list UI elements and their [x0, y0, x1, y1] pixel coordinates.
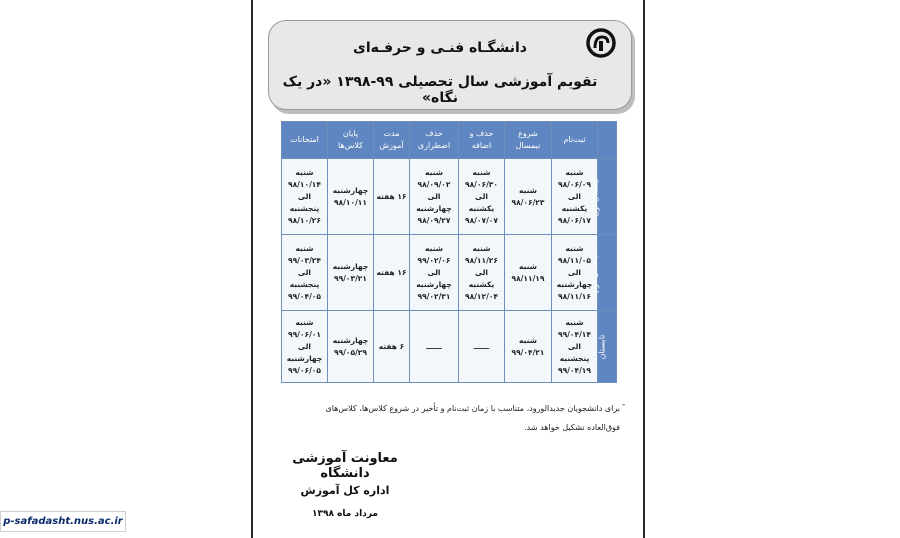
table-cell: شنبه ۹۸/۰۶/۰۹ الی یکشنبه ۹۸/۰۶/۱۷	[552, 159, 598, 235]
column-header: حذف اضطراری	[410, 122, 459, 159]
table-cell: شنبه ۹۹/۰۴/۲۱	[505, 311, 552, 383]
corner-cell	[598, 122, 617, 159]
table-cell: شنبه ۹۸/۱۱/۲۶ الی یکشنبه ۹۸/۱۲/۰۴	[459, 235, 505, 311]
table-cell: شنبه ۹۹/۰۲/۰۶ الی چهارشنبه ۹۹/۰۲/۳۱	[410, 235, 459, 311]
table-row	[282, 159, 617, 235]
row-label: تابستان	[598, 311, 617, 383]
signature-date: مرداد ماه ۱۳۹۸	[311, 509, 378, 519]
column-header: امتحانات	[282, 122, 328, 159]
row-label: نیمسال دوم	[598, 235, 617, 311]
table-cell: چهارشنبه ۹۹/۰۳/۲۱	[328, 235, 374, 311]
row-label: نیمسال اول	[598, 159, 617, 235]
table-cell: چهارشنبه ۹۸/۱۰/۱۱	[328, 159, 374, 235]
footnote: برای دانشجویان جدیدالورود، متناسب با زمان ثبت‌نام و تأخیر در شروع کلاس‌ها، کلاس‌های فوق‌العاده تشکیل خواهد شد.	[325, 404, 620, 432]
table-cell: ۱۶ هفته	[374, 235, 410, 311]
page-border-left	[251, 0, 253, 538]
column-header: پایان کلاس‌ها	[328, 122, 374, 159]
page-border-right	[643, 0, 645, 538]
table-header-row	[282, 122, 617, 159]
signature-deputy: معاونت آموزشی دانشگاه	[292, 451, 398, 481]
table-cell: شنبه ۹۹/۰۴/۱۴ الی پنجشنبه ۹۹/۰۴/۱۹	[552, 311, 598, 383]
table-cell: ــــــ	[410, 311, 459, 383]
academic-calendar-table	[281, 121, 617, 383]
column-header: مدت آموزش	[374, 122, 410, 159]
university-logo-icon	[586, 28, 616, 58]
column-header: حذف و اضافه	[459, 122, 505, 159]
table-cell: شنبه ۹۸/۱۰/۱۴ الی پنجشنبه ۹۸/۱۰/۲۶	[282, 159, 328, 235]
signature-office: اداره کل آموزش	[300, 484, 390, 497]
table-cell: شنبه ۹۸/۰۶/۲۳	[505, 159, 552, 235]
university-name: دانشگـاه فنـی و حرفـه‌ای	[353, 40, 527, 56]
table-cell: شنبه ۹۹/۰۶/۰۱ الی چهارشنبه ۹۹/۰۶/۰۵	[282, 311, 328, 383]
table-row	[282, 311, 617, 383]
column-header: شروع نیمسال	[505, 122, 552, 159]
table-cell: شنبه ۹۸/۰۶/۳۰ الی یکشنبه ۹۸/۰۷/۰۷	[459, 159, 505, 235]
table-cell: شنبه ۹۹/۰۳/۲۴ الی پنجشنبه ۹۹/۰۴/۰۵	[282, 235, 328, 311]
table-cell: شنبه ۹۸/۰۹/۰۲ الی چهارشنبه ۹۸/۰۹/۲۷	[410, 159, 459, 235]
table-cell: شنبه ۹۸/۱۱/۰۵ الی چهارشنبه ۹۸/۱۱/۱۶	[552, 235, 598, 311]
table-cell: ۱۶ هفته	[374, 159, 410, 235]
table-cell: ۶ هفته	[374, 311, 410, 383]
table-cell: ــــــ	[459, 311, 505, 383]
site-watermark: p-safadasht.nus.ac.ir	[0, 511, 126, 532]
table-cell: شنبه ۹۸/۱۱/۱۹	[505, 235, 552, 311]
table-cell: چهارشنبه ۹۹/۰۵/۲۹	[328, 311, 374, 383]
column-header: ثبت‌نام	[552, 122, 598, 159]
note-bullet: -	[622, 400, 626, 410]
table-row	[282, 235, 617, 311]
calendar-title: تقویم آموزشی سال تحصیلی ۹۹-۱۳۹۸ «در یک نگاه»	[282, 74, 598, 106]
